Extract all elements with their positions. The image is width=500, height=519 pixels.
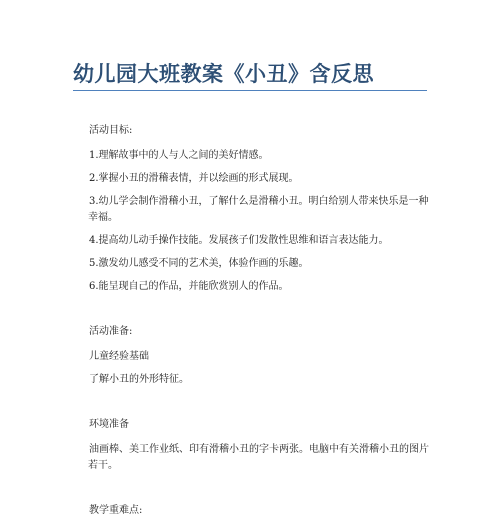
- environment-heading: 环境准备: [89, 419, 129, 430]
- goal-item-3-line2: 幸福。: [88, 212, 118, 223]
- preparation-text: 了解小丑的外形特征。: [89, 374, 189, 385]
- title-underline: [73, 90, 427, 91]
- document-body: [89, 123, 434, 519]
- preparation-subheading: 儿童经验基础: [89, 351, 149, 362]
- goal-item-5: 5.激发幼儿感受不同的艺术美，体验作画的乐趣。: [89, 258, 309, 269]
- goal-item-3: [89, 194, 434, 226]
- environment-text-line1: 油画棒、美工作业纸、印有滑稽小丑的字卡两张。电脑中有关滑稽小丑的图片: [89, 444, 429, 455]
- key-points-heading: 教学重难点:: [89, 505, 143, 516]
- goal-item-1: 1.理解故事中的人与人之间的美好情感。: [89, 150, 269, 161]
- goal-item-4: 4.提高幼儿动手操作技能。发展孩子们发散性思维和语言表达能力。: [89, 235, 389, 246]
- goals-heading: 活动目标:: [89, 125, 133, 136]
- environment-text: [89, 442, 434, 474]
- preparation-heading: 活动准备:: [89, 326, 133, 337]
- goal-item-2: 2.掌握小丑的滑稽表情，并以绘画的形式展现。: [89, 173, 299, 184]
- document-title: 幼儿园大班教案《小丑》含反思: [73, 62, 374, 86]
- goal-item-6: 6.能呈现自己的作品，并能欣赏别人的作品。: [89, 281, 289, 292]
- environment-text-line2: 若干。: [88, 460, 118, 471]
- goal-item-3-line1: 3.幼儿学会制作滑稽小丑，了解什么是滑稽小丑。明白给别人带来快乐是一种: [89, 196, 429, 207]
